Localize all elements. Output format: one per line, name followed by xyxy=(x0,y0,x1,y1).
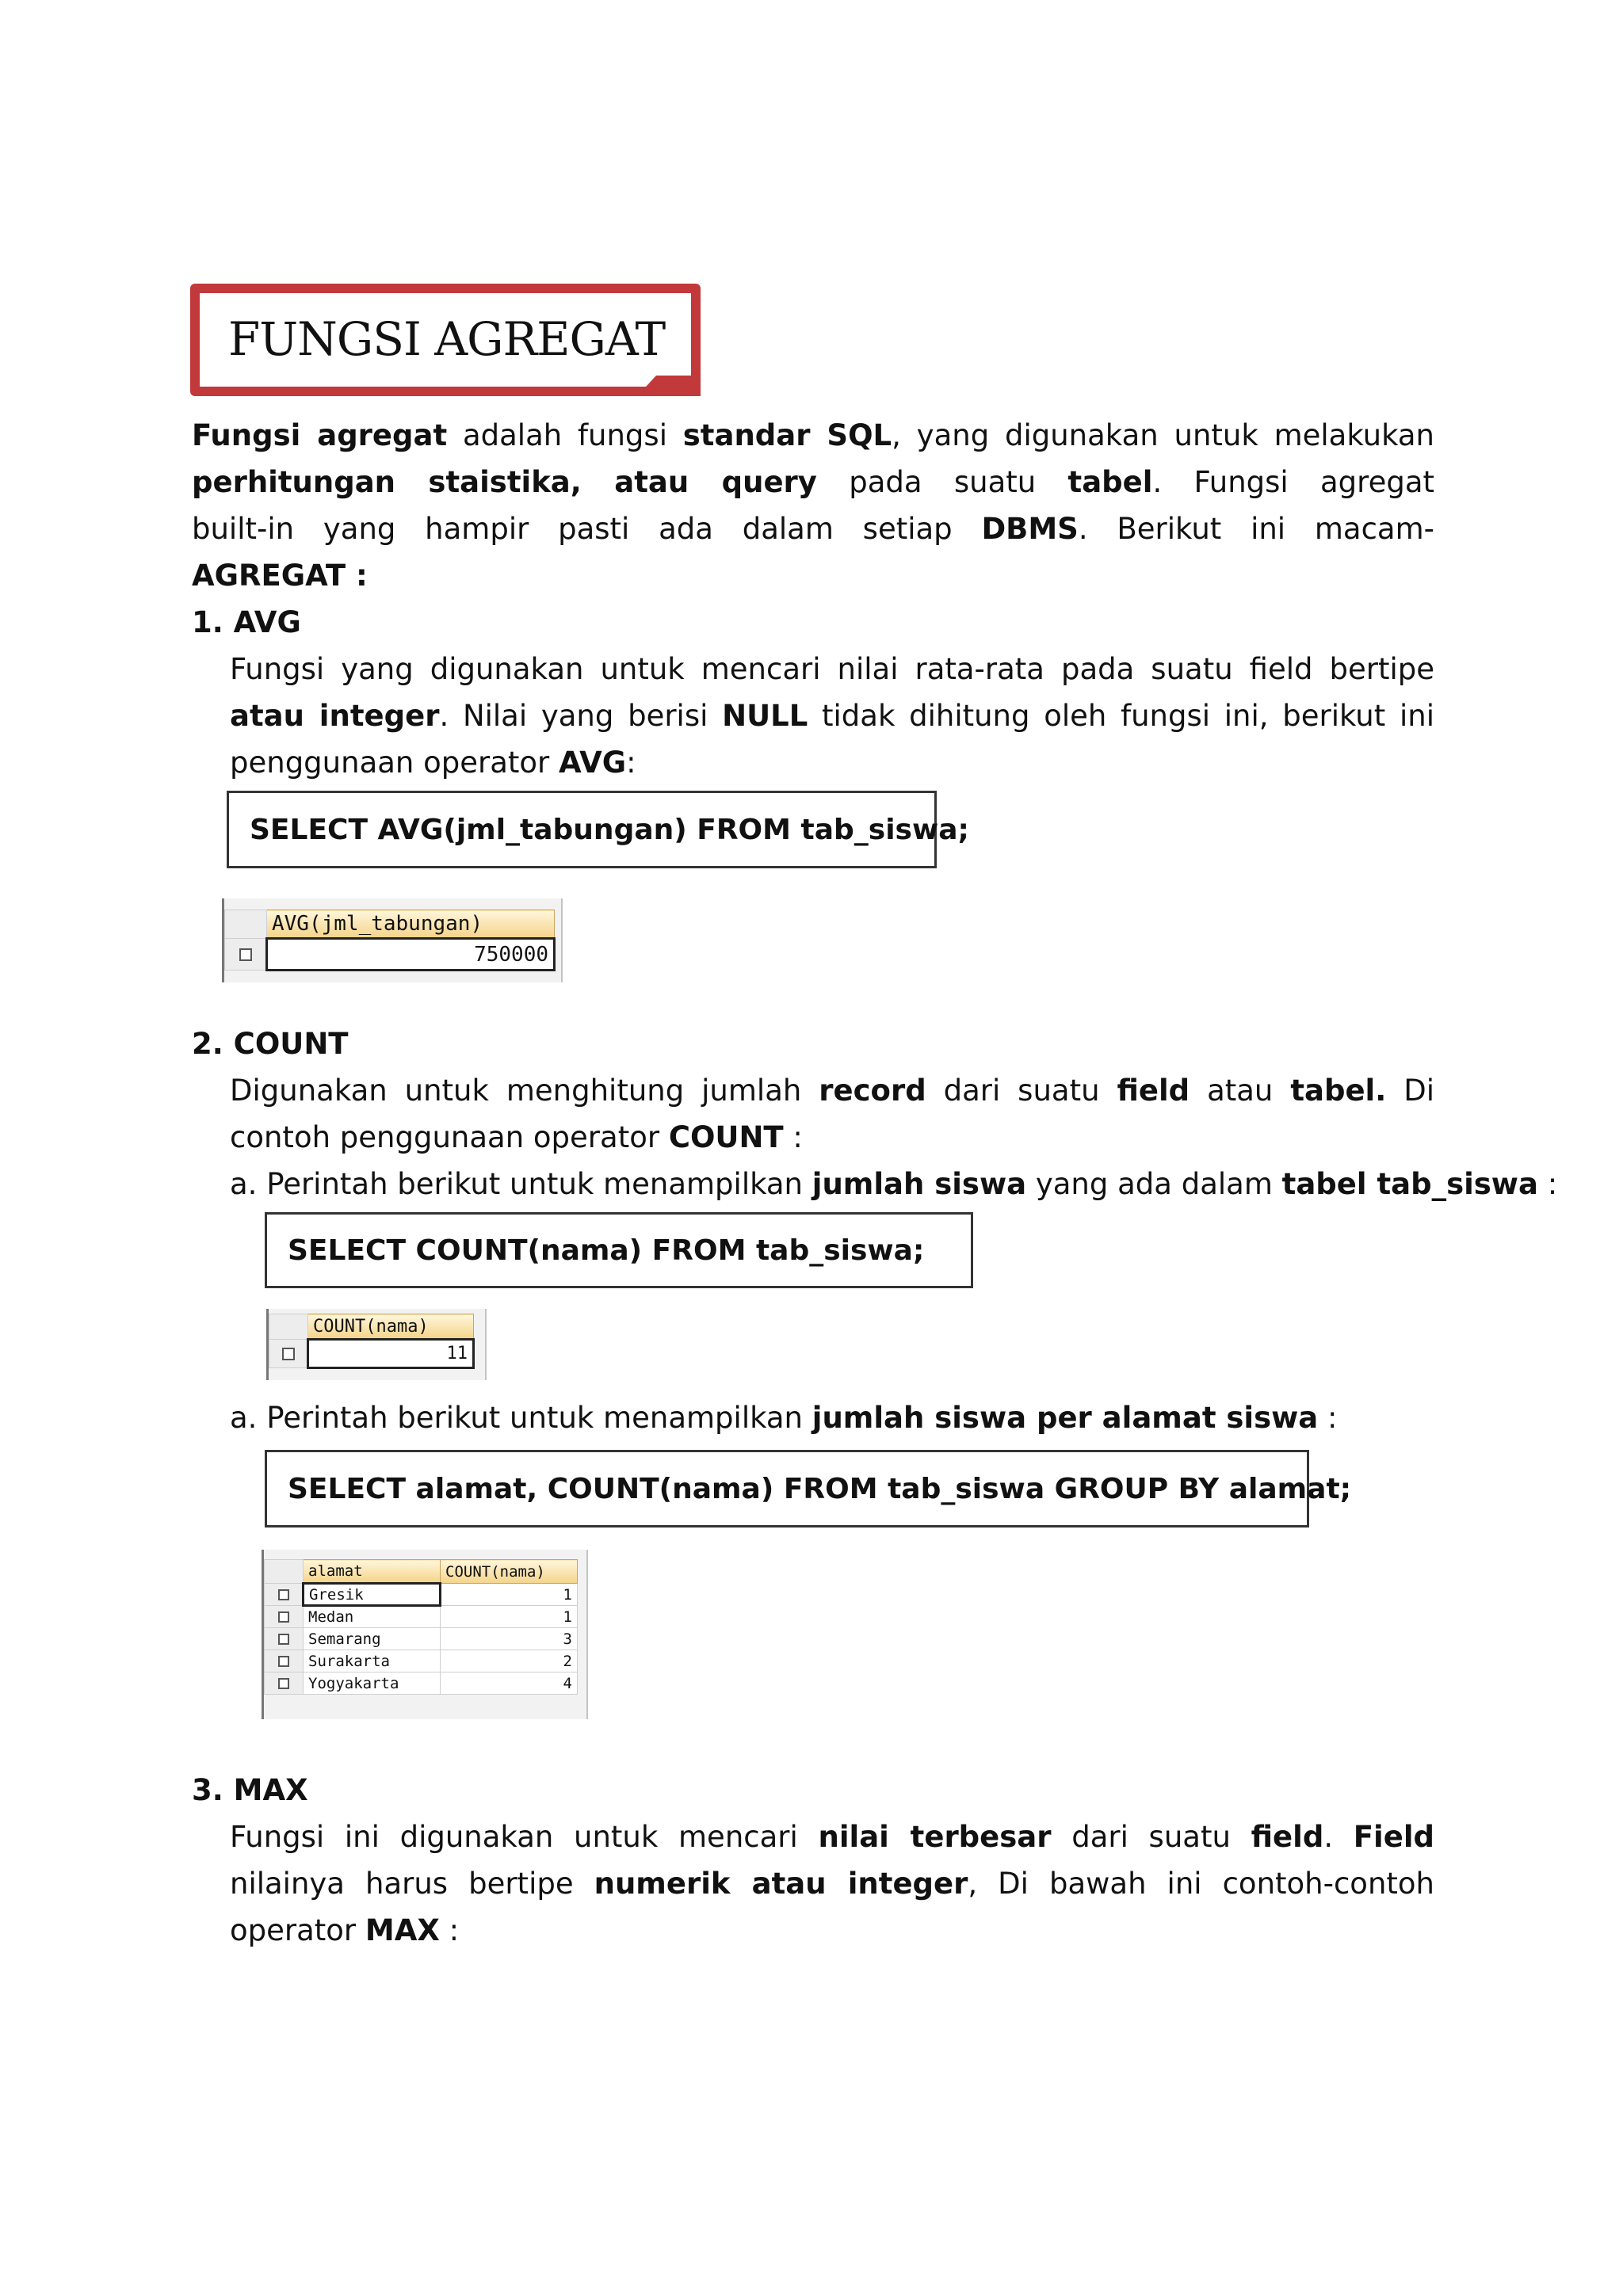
grid-corner xyxy=(225,910,267,939)
count-line-2 xyxy=(230,1114,803,1161)
checkbox-icon xyxy=(278,1656,289,1667)
cell-count: 4 xyxy=(441,1672,578,1695)
table-row[interactable] xyxy=(265,1584,578,1606)
checkbox-icon xyxy=(278,1589,289,1600)
column-header: AVG(jml_tabungan) xyxy=(267,910,555,939)
cell-count: 1 xyxy=(441,1606,578,1628)
text-run: , Di bawah ini contoh-contoh xyxy=(968,1867,1434,1901)
result-grid-count xyxy=(266,1309,487,1380)
count-item-a2 xyxy=(230,1394,1338,1441)
text-run: Digunakan untuk menghitung jumlah xyxy=(230,1074,819,1108)
avg-line-1 xyxy=(230,646,1434,692)
code-count: SELECT COUNT(nama) FROM tab_siswa; xyxy=(288,1234,925,1267)
text-run: : xyxy=(783,1120,803,1154)
text-run: Di xyxy=(1403,1074,1434,1108)
row-selector[interactable] xyxy=(265,1672,304,1695)
intro-line-3 xyxy=(192,505,1434,552)
code-box-count xyxy=(265,1212,973,1288)
avg-line-2 xyxy=(230,692,1434,739)
text-run: : xyxy=(1537,1167,1558,1201)
text-run: . Berikut ini macam- xyxy=(1078,512,1434,546)
row-selector[interactable] xyxy=(225,939,267,971)
max-line-1 xyxy=(230,1814,1434,1860)
code-box-group-by xyxy=(265,1450,1352,1527)
bold-text-run: jumlah siswa xyxy=(812,1167,1027,1201)
text-run: yang ada dalam xyxy=(1026,1167,1282,1201)
table-row[interactable] xyxy=(265,1650,578,1672)
text-run: . xyxy=(1323,1820,1354,1854)
bold-text-run: Fungsi agregat xyxy=(192,418,448,452)
title-box xyxy=(190,284,701,396)
bold-text-run: DBMS xyxy=(981,512,1079,546)
bold-text-run: COUNT xyxy=(668,1120,784,1154)
code-box-avg xyxy=(227,791,969,868)
bold-text-run: MAX xyxy=(365,1913,440,1947)
bold-text-run: nilai terbesar xyxy=(818,1820,1052,1854)
text-run: dari suatu xyxy=(1051,1820,1251,1854)
column-header: COUNT(nama) xyxy=(308,1314,474,1340)
table-row[interactable] xyxy=(265,1606,578,1628)
text-run: Fungsi ini digunakan untuk mencari xyxy=(230,1820,819,1854)
bold-text-run: Field xyxy=(1353,1820,1434,1854)
cell-alamat: Medan xyxy=(304,1606,441,1628)
text-run: : xyxy=(439,1913,460,1947)
text-run: , yang digunakan untuk melakukan xyxy=(892,418,1434,452)
row-selector[interactable] xyxy=(265,1606,304,1628)
bold-text-run: tabel tab_siswa xyxy=(1281,1167,1538,1201)
max-line-3 xyxy=(230,1907,459,1954)
text-run: penggunaan operator xyxy=(230,746,559,780)
bold-text-run: AVG xyxy=(559,746,627,780)
bold-text-run: NULL xyxy=(722,699,808,733)
text-run: adalah fungsi xyxy=(447,418,683,452)
cell-count: 1 xyxy=(441,1584,578,1606)
checkbox-icon xyxy=(278,1634,289,1645)
table-row[interactable] xyxy=(265,1628,578,1650)
column-header-count: COUNT(nama) xyxy=(441,1560,578,1584)
column-header-alamat: alamat xyxy=(304,1560,441,1584)
result-grid-avg xyxy=(222,898,563,982)
page-title: FUNGSI AGREGAT xyxy=(228,312,666,366)
table-row[interactable] xyxy=(265,1672,578,1695)
bold-text-run: tabel xyxy=(1067,465,1153,499)
bold-text-run: tabel. xyxy=(1290,1074,1387,1108)
bold-text-run: record xyxy=(819,1074,926,1108)
checkbox-icon xyxy=(282,1348,295,1360)
bold-text-run: standar SQL xyxy=(682,418,892,452)
code-group-by: SELECT alamat, COUNT(nama) FROM tab_siswa GROUP BY alamat; xyxy=(288,1472,1352,1505)
text-run: dari suatu xyxy=(926,1074,1117,1108)
bold-text-run: jumlah siswa per alamat siswa xyxy=(812,1401,1319,1435)
text-run: Fungsi yang digunakan untuk mencari nilai rata-rata pada suatu field bertipe xyxy=(230,652,1434,686)
cell-count: 2 xyxy=(441,1650,578,1672)
section-heading-max: 3. MAX xyxy=(192,1773,308,1807)
result-grid-group-by xyxy=(262,1550,588,1719)
bold-text-run: AGREGAT : xyxy=(192,559,368,593)
intro-line-2 xyxy=(192,459,1434,505)
bold-text-run: field xyxy=(1251,1820,1324,1854)
text-run: operator xyxy=(230,1913,365,1947)
avg-line-3 xyxy=(230,739,636,786)
count-line-1 xyxy=(230,1067,1434,1114)
row-selector[interactable] xyxy=(269,1340,308,1368)
intro-line-4 xyxy=(192,552,368,599)
text-run: atau xyxy=(1190,1074,1291,1108)
text-run: nilainya harus bertipe xyxy=(230,1867,594,1901)
cell-alamat: Surakarta xyxy=(304,1650,441,1672)
bold-text-run: field xyxy=(1117,1074,1190,1108)
bold-text-run: perhitungan staistika, atau query xyxy=(192,465,817,499)
grid-corner xyxy=(265,1560,304,1584)
section-heading-count: 2. COUNT xyxy=(192,1027,349,1061)
row-selector[interactable] xyxy=(265,1584,304,1606)
text-run: a. Perintah berikut untuk menampilkan xyxy=(230,1167,812,1201)
result-cell: 11 xyxy=(308,1340,474,1368)
text-run: tidak dihitung oleh fungsi ini, berikut ini xyxy=(822,699,1434,733)
text-run: . Nilai yang berisi xyxy=(439,699,723,733)
count-item-a1 xyxy=(230,1161,1557,1207)
bold-text-run: numerik atau integer xyxy=(594,1867,968,1901)
text-run: a. Perintah berikut untuk menampilkan xyxy=(230,1401,812,1435)
cell-alamat: Gresik xyxy=(304,1584,441,1606)
row-selector[interactable] xyxy=(265,1650,304,1672)
result-cell: 750000 xyxy=(267,939,555,971)
title-box-fold xyxy=(637,376,701,396)
text-run: . Fungsi agregat xyxy=(1152,465,1434,499)
text-run: built-in yang hampir pasti ada dalam setiap xyxy=(192,512,982,546)
code-avg: SELECT AVG(jml_tabungan) FROM tab_siswa; xyxy=(250,813,969,846)
intro-line-1 xyxy=(192,412,1434,459)
max-line-2 xyxy=(230,1860,1434,1907)
cell-alamat: Yogyakarta xyxy=(304,1672,441,1695)
grid-corner xyxy=(269,1314,308,1340)
checkbox-icon xyxy=(239,948,252,961)
text-run: contoh penggunaan operator xyxy=(230,1120,669,1154)
text-run: pada suatu xyxy=(816,465,1068,499)
checkbox-icon xyxy=(278,1678,289,1689)
cell-count: 3 xyxy=(441,1628,578,1650)
bold-text-run: atau integer xyxy=(230,699,440,733)
text-run: : xyxy=(626,746,636,780)
checkbox-icon xyxy=(278,1611,289,1623)
section-heading-avg: 1. AVG xyxy=(192,605,301,639)
row-selector[interactable] xyxy=(265,1628,304,1650)
text-run: : xyxy=(1318,1401,1338,1435)
cell-alamat: Semarang xyxy=(304,1628,441,1650)
